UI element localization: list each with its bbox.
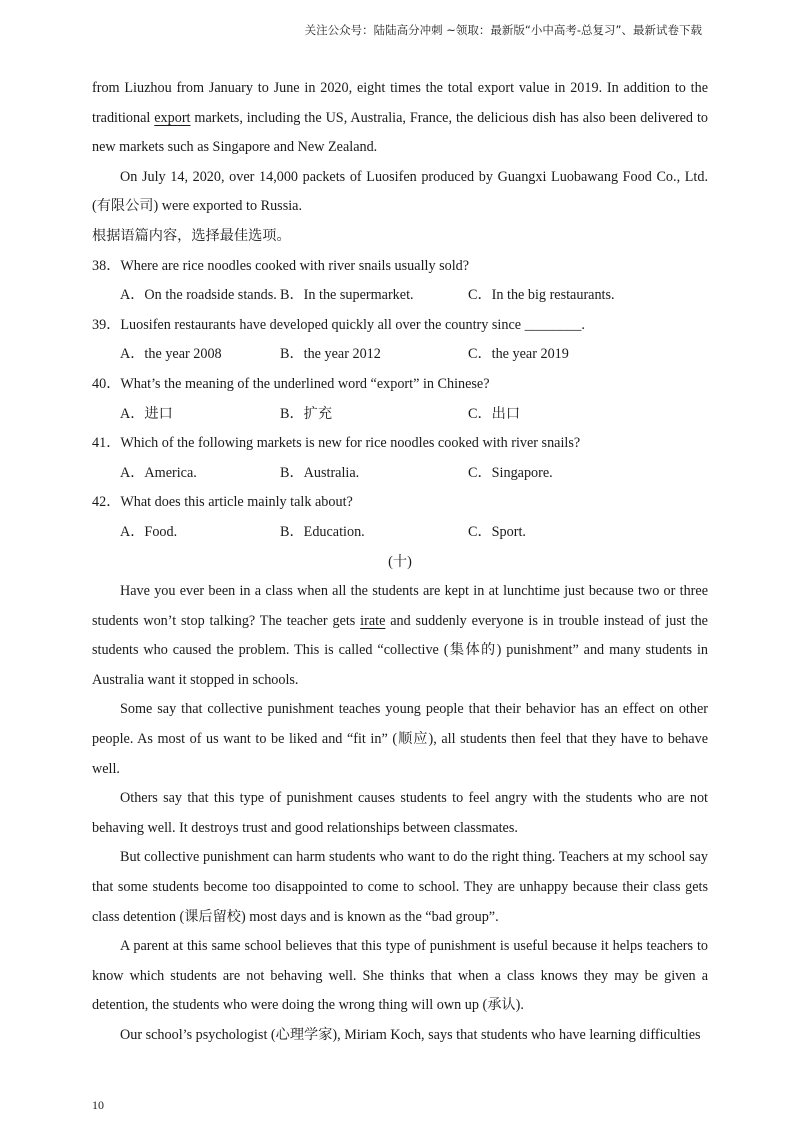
underlined-word-export: export <box>154 109 191 126</box>
options-row <box>92 281 708 311</box>
option-a: A．America. <box>120 464 197 481</box>
passage-paragraph: A parent at this same school believes that this type of punishment is useful because it helps teachers to know which students are not behaving well. She thinks that when a class knows they may be given a detention, the students who were doing the wrong thing will own up (承认). <box>92 938 708 1014</box>
option-b: B．扩充 <box>280 405 333 422</box>
page-content <box>92 74 708 1051</box>
option-a: A．Food. <box>120 523 178 540</box>
option-b: B．the year 2012 <box>280 346 381 363</box>
passage-paragraph <box>92 74 708 163</box>
option-a: A．On the roadside stands. <box>120 287 277 304</box>
question-stem: 41．Which of the following markets is new for rice noodles cooked with river snails? <box>92 435 581 452</box>
question-stem: 42．What does this article mainly talk about? <box>92 494 353 511</box>
text-run: Have you ever been in a class when all the students are kept in at lunchtime just because two or three students won’t stop talking? The teacher gets <box>92 583 708 629</box>
underlined-word-irate: irate <box>360 612 386 629</box>
option-c: C．Sport. <box>468 523 526 540</box>
option-c: C．the year 2019 <box>468 346 569 363</box>
question-stem: 39．Luosifen restaurants have developed quickly all over the country since ________. <box>92 316 585 333</box>
page-number: 10 <box>92 1098 104 1112</box>
instruction: 根据语篇内容，选择最佳选项。 <box>92 227 291 244</box>
text-run: markets, including the US, Australia, France, the delicious dish has also been delivered to new markets such as Singapore and New Zealand. <box>92 109 708 156</box>
text-run: from Liuzhou from January to June in 2020, eight times the total export value in 2019. In addition to the traditional <box>92 80 708 126</box>
option-b: B．In the supermarket. <box>280 287 414 304</box>
option-c: C．出口 <box>468 405 521 422</box>
option-c: C．In the big restaurants. <box>468 287 615 304</box>
section-title: (十) <box>388 553 412 570</box>
passage-paragraph: On July 14, 2020, over 14,000 packets of Luosifen produced by Guangxi Luobawang Food Co., Ltd. (有限公司) were exported to Russia. <box>92 168 708 215</box>
options-row <box>92 400 708 430</box>
passage-paragraph: Some say that collective punishment teaches young people that their behavior has an effect on other people. As most of us want to be liked and “fit in” (顺应), all students then feel that they have to behave well. <box>92 701 708 777</box>
text-run: and suddenly everyone is in trouble instead of just the students who caused the problem. This is called “collective (集体的) punishment” and many students in Australia want it stopped in schools. <box>92 612 708 688</box>
option-b: B．Education. <box>280 523 365 540</box>
question-stem: 38．Where are rice noodles cooked with river snails usually sold? <box>92 257 470 274</box>
options-row <box>92 340 708 370</box>
option-a: A．the year 2008 <box>120 346 222 363</box>
passage-paragraph: Others say that this type of punishment causes students to feel angry with the students who are not behaving well. It destroys trust and good relationships between classmates. <box>92 790 708 836</box>
options-row <box>92 459 708 489</box>
passage-paragraph: Our school’s psychologist (心理学家), Miriam Koch, says that students who have learning difficulties <box>120 1027 701 1043</box>
passage-paragraph <box>92 577 708 695</box>
option-c: C．Singapore. <box>468 464 553 481</box>
option-b: B．Australia. <box>280 464 360 481</box>
passage-paragraph: But collective punishment can harm students who want to do the right thing. Teachers at my school say that some students become too disappointed to come to school. They are unhappy because their class gets class detention (课后留校) most days and is known as the “bad group”. <box>92 849 708 925</box>
question-stem: 40．What’s the meaning of the underlined word “export” in Chinese? <box>92 375 490 392</box>
page-header: 关注公众号：陆陆高分冲刺 ~领取：最新版“小中高考-总复习”、最新试卷下载 <box>304 23 702 37</box>
options-row <box>92 518 708 548</box>
option-a: A．进口 <box>120 405 173 422</box>
